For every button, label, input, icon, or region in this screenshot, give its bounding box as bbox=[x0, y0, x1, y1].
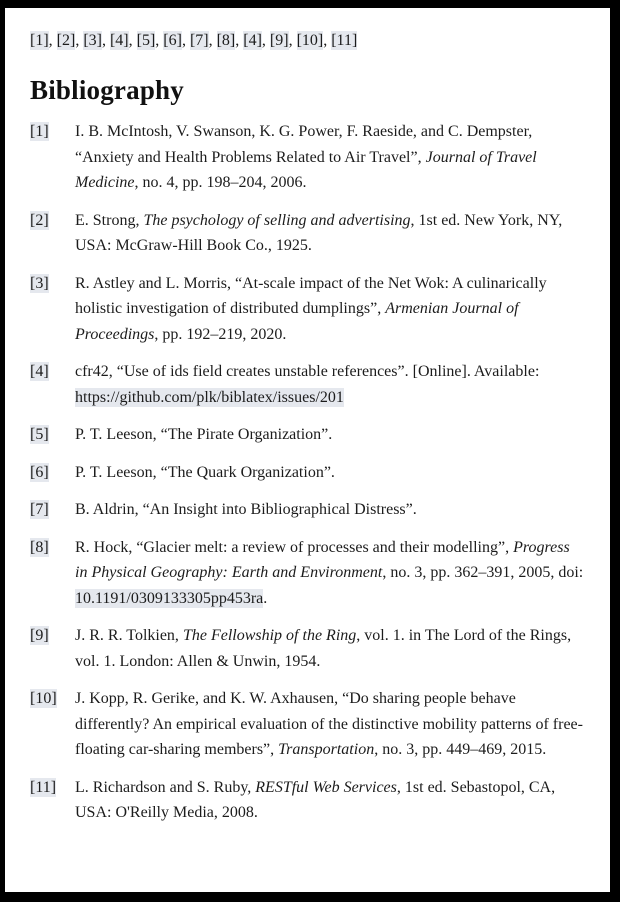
entry-label-column bbox=[30, 208, 75, 259]
entry-text-segment: , no. 3, pp. 362–391, 2005, doi: bbox=[382, 564, 584, 581]
entry-text-segment: , pp. 192–219, 2020. bbox=[154, 325, 287, 343]
citation-ref-link[interactable]: [2] bbox=[56, 32, 76, 49]
entry-text bbox=[75, 119, 585, 196]
entry-text-segment: B. Aldrin, “An Insight into Bibliographical Distress”. bbox=[75, 501, 417, 518]
document-page bbox=[5, 8, 610, 892]
entry-text-segment: E. Strong, bbox=[75, 211, 144, 229]
italic-title-text: The psychology of selling and advertising bbox=[143, 211, 411, 229]
entry-text-segment: R. Astley and L. Morris, “At-scale impact of the Net Wok: A culinarically holistic investigation of distributed dumplings”, bbox=[75, 274, 547, 317]
italic-title-text: Journal of Travel Medicine bbox=[75, 148, 537, 191]
citation-ref-link[interactable]: [10] bbox=[296, 32, 324, 49]
entry-label-column bbox=[30, 422, 75, 448]
doi-link[interactable]: 10.1191/0309133305pp453ra bbox=[75, 589, 264, 607]
entry-text-segment: J. R. R. Tolkien, bbox=[75, 627, 183, 644]
entry-number-link[interactable]: [10] bbox=[30, 690, 57, 707]
citation-ref-link[interactable]: [1] bbox=[30, 32, 49, 49]
bibliography-entry bbox=[30, 775, 585, 826]
citation-ref-link[interactable]: [6] bbox=[163, 32, 182, 49]
bibliography-entry bbox=[30, 623, 585, 674]
citation-line: [1], [2], [3], [4], [5], [6], [7], [8], [4], [9], [10], [11] bbox=[30, 32, 358, 49]
italic-title-text: Transportation bbox=[278, 741, 375, 758]
citation-ref-link[interactable]: [7] bbox=[189, 32, 209, 49]
citation-ref-link[interactable]: [4] bbox=[243, 32, 262, 49]
italic-title-text: Armenian Journal of Proceedings bbox=[75, 300, 519, 343]
entry-label-column bbox=[30, 775, 75, 826]
entry-text-segment: . bbox=[263, 589, 268, 607]
italic-title-text: Progress in Physical Geography: Earth and Environment bbox=[75, 538, 570, 581]
entry-label-column bbox=[30, 535, 75, 612]
bibliography-entry bbox=[30, 535, 585, 612]
entry-number-link[interactable]: [5] bbox=[30, 426, 49, 443]
entry-number-link[interactable]: [4] bbox=[30, 363, 49, 380]
entry-text-segment: L. Richardson and S. Ruby, bbox=[75, 778, 256, 796]
entry-text bbox=[75, 208, 585, 259]
entry-text-segment: J. Kopp, R. Gerike, and K. W. Axhausen, “Do sharing people behave differently? An empirical evaluation of the distinctive mobility patterns of free-floating car-sharing members”, bbox=[75, 690, 583, 758]
citation-ref-link[interactable]: [3] bbox=[83, 32, 102, 49]
entry-text bbox=[75, 271, 585, 348]
entry-number-link[interactable]: [6] bbox=[30, 463, 49, 481]
entry-text bbox=[75, 422, 585, 448]
entry-label-column bbox=[30, 686, 75, 763]
bibliography-entry bbox=[30, 359, 585, 410]
bibliography-list bbox=[30, 119, 585, 826]
italic-title-text: The Fellowship of the Ring bbox=[182, 627, 357, 644]
entry-text bbox=[75, 535, 585, 612]
citation-ref-link[interactable]: [4] bbox=[109, 32, 129, 49]
entry-label-column bbox=[30, 119, 75, 196]
entry-number-link[interactable]: [9] bbox=[30, 627, 49, 644]
entry-text bbox=[75, 775, 585, 826]
citation-ref-link[interactable]: [9] bbox=[269, 32, 289, 49]
bibliography-entry bbox=[30, 208, 585, 259]
entry-number-link[interactable]: [3] bbox=[30, 274, 49, 292]
bibliography-entry bbox=[30, 422, 585, 448]
entry-text-segment: , vol. 1. in The Lord of the Rings, vol. 1. London: Allen & Unwin, 1954. bbox=[75, 627, 572, 670]
entry-text bbox=[75, 686, 585, 763]
entry-text-segment: , 1st ed. New York, NY, USA: McGraw-Hill Book Co., 1925. bbox=[75, 211, 563, 254]
entry-number-link[interactable]: [1] bbox=[30, 123, 49, 140]
citation-ref-link[interactable]: [5] bbox=[136, 32, 156, 49]
entry-text-segment: , 1st ed. Sebastopol, CA, USA: O'Reilly Media, 2008. bbox=[75, 778, 556, 821]
bibliography-heading: Bibliography bbox=[30, 75, 184, 105]
entry-number-link[interactable]: [7] bbox=[30, 501, 49, 518]
bibliography-entry bbox=[30, 119, 585, 196]
entry-number-link[interactable]: [2] bbox=[30, 211, 49, 229]
citation-ref-link[interactable]: [11] bbox=[331, 32, 358, 49]
entry-text bbox=[75, 359, 585, 410]
entry-text-segment: P. T. Leeson, “The Quark Organization”. bbox=[75, 463, 335, 481]
entry-label-column bbox=[30, 460, 75, 486]
entry-text bbox=[75, 460, 585, 486]
italic-title-text: RESTful Web Services bbox=[255, 778, 397, 796]
entry-label-column bbox=[30, 359, 75, 410]
entry-text-segment: I. B. McIntosh, V. Swanson, K. G. Power, F. Raeside, and C. Dempster, “Anxiety and Health Problems Related to Air Travel”, bbox=[75, 123, 533, 166]
entry-text bbox=[75, 623, 585, 674]
github-url-link[interactable]: https://github.com/plk/biblatex/issues/201 bbox=[75, 388, 344, 406]
bibliography-entry bbox=[30, 497, 585, 523]
bibliography-entry bbox=[30, 271, 585, 348]
entry-text-segment: R. Hock, “Glacier melt: a review of processes and their modelling”, bbox=[75, 538, 514, 556]
entry-text-segment: cfr42, “Use of ids field creates unstable references”. [Online]. Available: bbox=[75, 363, 540, 380]
entry-text-segment: P. T. Leeson, “The Pirate Organization”. bbox=[75, 426, 333, 443]
citation-ref-link[interactable]: [8] bbox=[216, 32, 236, 49]
entry-text-segment: , no. 4, pp. 198–204, 2006. bbox=[134, 174, 307, 191]
bibliography-entry bbox=[30, 686, 585, 763]
entry-label-column bbox=[30, 497, 75, 523]
entry-number-link[interactable]: [11] bbox=[30, 778, 57, 796]
entry-text-segment: , no. 3, pp. 449–469, 2015. bbox=[374, 741, 547, 758]
entry-text bbox=[75, 497, 585, 523]
bibliography-entry bbox=[30, 460, 585, 486]
entry-label-column bbox=[30, 623, 75, 674]
entry-number-link[interactable]: [8] bbox=[30, 538, 49, 556]
entry-label-column bbox=[30, 271, 75, 348]
